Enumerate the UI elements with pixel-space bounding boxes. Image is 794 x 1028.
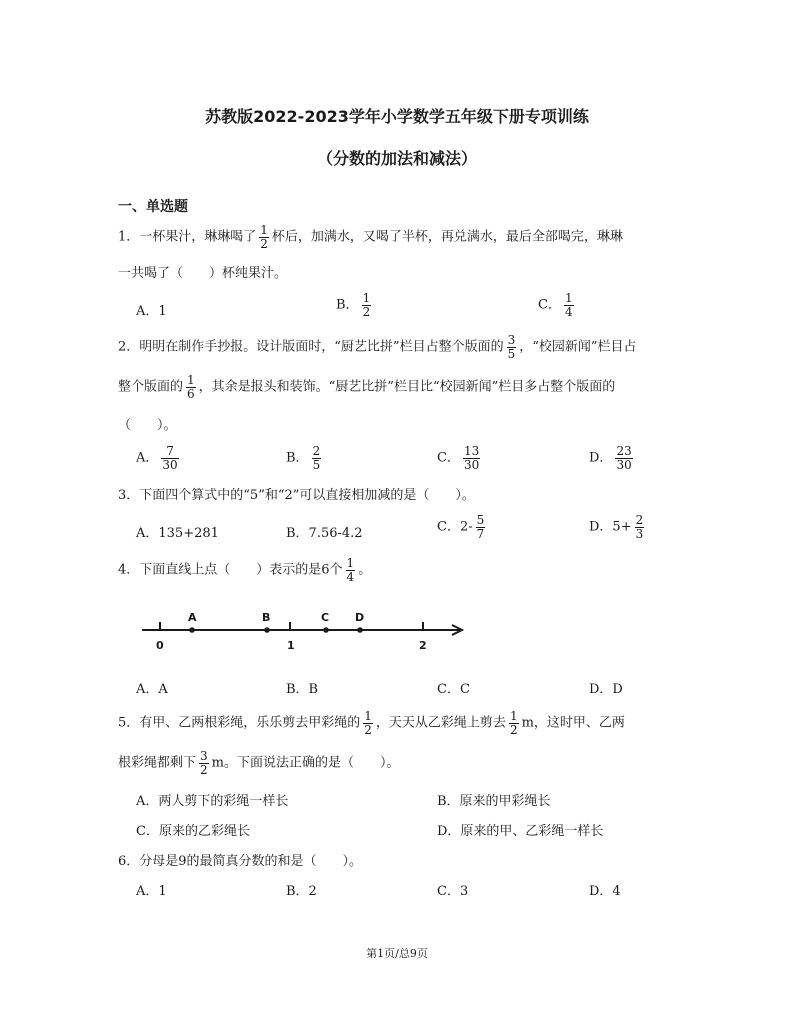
question-1-text-b: 杯后，加满水，又喝了半杯，再兑满水，最后全部喝完，琳琳 [271, 229, 623, 245]
q6-option-b[interactable]: B．2 [286, 884, 317, 899]
question-2: 2．明明在制作手抄报。设计版面时，“厨艺比拼”栏目占整个版面的 $\frac{3}{5}$ ，“校园新闻”栏目占 [118, 333, 637, 361]
q1-option-c[interactable]: C． $\frac{1}{4}$ [538, 291, 573, 319]
question-3: 3．下面四个算式中的“5”和“2”可以直接相加减的是（ ）。 [118, 488, 475, 503]
q5-option-a[interactable]: A．两人剪下的彩绳一样长 [136, 794, 289, 809]
q6-option-d[interactable]: D．4 [589, 884, 621, 899]
q2-option-a[interactable]: A． $\frac{7}{30}$ [136, 444, 178, 472]
page-subtitle: （分数的加法和减法） [316, 149, 477, 168]
q5-option-c[interactable]: C．原来的乙彩绳长 [136, 824, 250, 839]
point-b [264, 627, 270, 633]
q6-option-a[interactable]: A．1 [136, 884, 167, 899]
question-2-line-3: （ ）。 [118, 418, 177, 433]
question-1-text-a: 1．一杯果汁，琳琳喝了 [118, 229, 257, 245]
tick-label-1: 1 [287, 639, 295, 652]
q5-option-b[interactable]: B．原来的甲彩绳长 [437, 794, 551, 809]
q3-option-b[interactable]: B．7.56-4.2 [286, 526, 363, 541]
question-5: 5．有甲、乙两根彩绳，乐乐剪去甲彩绳的 $\frac{1}{2}$ ，天天从乙彩绳上剪去 $\frac{1}{2}$ m，这时甲、乙两 [118, 709, 625, 737]
point-a [189, 627, 195, 633]
number-line [130, 605, 480, 655]
point-d [357, 627, 363, 633]
q3-option-c[interactable]: C．2- $\frac{5}{7}$ [437, 513, 485, 541]
q2-option-b[interactable]: B． $\frac{2}{5}$ [286, 444, 321, 472]
question-2-line-2: 整个版面的 $\frac{1}{6}$ ，其余是报头和装饰。“厨艺比拼”栏目比“校园新闻”栏目多占整个版面的 [118, 373, 616, 401]
fraction: $\frac{1}{2}$ [260, 223, 268, 251]
question-6: 6．分母是9的最简真分数的和是（ ）。 [118, 854, 363, 869]
q4-option-d[interactable]: D．D [589, 682, 623, 697]
q3-option-d[interactable]: D．5+ $\frac{2}{3}$ [589, 513, 644, 541]
q1-option-b[interactable]: B． $\frac{1}{2}$ [336, 291, 371, 319]
tick-label-2: 2 [419, 639, 427, 652]
page-footer: 第1页/总9页 [366, 947, 428, 960]
tick-label-0: 0 [156, 639, 164, 652]
q6-option-c[interactable]: C．3 [437, 884, 469, 899]
question-1 [118, 224, 623, 250]
question-1-line-2: 一共喝了（ ）杯纯果汁。 [118, 266, 288, 281]
q5-option-d[interactable]: D．原来的甲、乙彩绳一样长 [437, 824, 604, 839]
q2-option-d[interactable]: D． $\frac{23}{30}$ [589, 444, 632, 472]
q2-option-c[interactable]: C． $\frac{13}{30}$ [437, 444, 480, 472]
section-heading-single-choice: 一、单选题 [118, 199, 188, 215]
q4-option-a[interactable]: A．A [136, 682, 168, 697]
q3-option-a[interactable]: A．135+281 [136, 526, 219, 541]
point-label-b: B [262, 611, 271, 624]
q4-option-c[interactable]: C．C [437, 682, 470, 697]
point-c [323, 627, 329, 633]
point-label-c: C [321, 611, 330, 624]
q4-option-b[interactable]: B．B [286, 682, 319, 697]
point-label-a: A [188, 611, 197, 624]
question-4: 4．下面直线上点（ ）表示的是6个 $\frac{1}{4}$ 。 [118, 556, 372, 584]
question-5-line-2: 根彩绳都剩下 $\frac{3}{2}$ m。下面说法正确的是（ ）。 [118, 749, 400, 777]
point-label-d: D [355, 611, 365, 624]
page-title: 苏教版2022-2023学年小学数学五年级下册专项训练 [205, 107, 589, 126]
q1-option-a[interactable]: A．1 [136, 304, 167, 319]
